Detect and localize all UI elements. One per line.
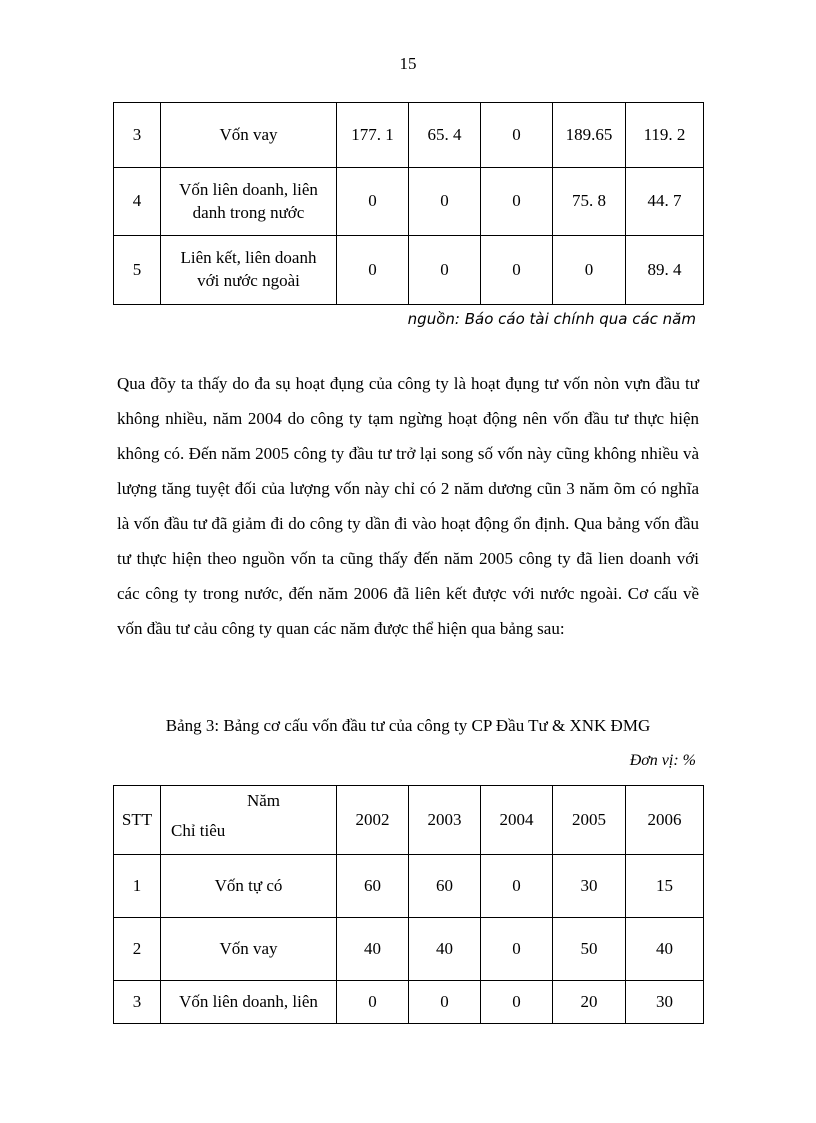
table-row <box>114 981 704 1024</box>
header-year: 2004 <box>481 786 553 855</box>
value-cell: 60 <box>409 855 481 918</box>
value-cell: 65. 4 <box>409 103 481 168</box>
value-cell: 89. 4 <box>626 236 704 305</box>
table-row <box>114 168 704 236</box>
indicator-cell: Vốn tự có <box>161 855 337 918</box>
body-paragraph: Qua đõy ta thấy do đa sụ hoạt đụng của công ty là hoạt đụng tư vốn nòn vựn đầu tư không nhiều, năm 2004 do công ty tạm ngừng hoạt động nên vốn đầu tư thực hiện không có. Đến năm 2005 công ty đầu tư trở lại song số vốn này cũng không nhiều và lượng tăng tuyệt đối của lượng vốn này chỉ có 2 năm dương cũn 3 năm õm có nghĩa là vốn đầu tư đã giảm đi do công ty dần đi vào hoạt động ổn định. Qua bảng vốn đầu tư thực hiện theo nguồn vốn ta cũng thấy đến năm 2005 công ty đã lien doanh với các công ty trong nước, đến năm 2006 đã liên kết được với nước ngoài. Cơ cấu về vốn đầu tư cảu công ty quan các năm được thể hiện qua bảng sau: <box>117 374 699 638</box>
stt-cell: 3 <box>114 981 161 1024</box>
table-row <box>114 236 704 305</box>
value-cell: 0 <box>337 168 409 236</box>
value-cell: 0 <box>481 168 553 236</box>
value-cell: 40 <box>409 918 481 981</box>
value-cell: 0 <box>337 236 409 305</box>
table-row <box>114 855 704 918</box>
investment-source-table-continued <box>113 102 704 305</box>
value-cell: 0 <box>481 981 553 1024</box>
stt-cell: 4 <box>114 168 161 236</box>
value-cell: 15 <box>626 855 704 918</box>
header-year-label: Năm <box>246 791 281 810</box>
value-cell: 0 <box>481 103 553 168</box>
stt-cell: 3 <box>114 103 161 168</box>
header-year: 2006 <box>626 786 704 855</box>
indicator-cell: Liên kết, liên doanh với nước ngoài <box>161 236 337 305</box>
value-cell: 0 <box>337 981 409 1024</box>
header-indicator-label: Chỉ tiêu <box>171 821 226 840</box>
unit-note: Đơn vị: % <box>629 752 696 769</box>
indicator-cell: Vốn liên doanh, liên <box>161 981 337 1024</box>
value-cell: 30 <box>626 981 704 1024</box>
header-year: 2005 <box>553 786 626 855</box>
indicator-cell: Vốn vay <box>161 103 337 168</box>
value-cell: 0 <box>553 236 626 305</box>
value-cell: 50 <box>553 918 626 981</box>
table-caption: Bảng 3: Bảng cơ cấu vốn đầu tư của công ty CP Đầu Tư & XNK ĐMG <box>165 716 651 735</box>
value-cell: 0 <box>481 236 553 305</box>
value-cell: 40 <box>337 918 409 981</box>
table-header-row <box>114 786 704 855</box>
indicator-cell: Vốn vay <box>161 918 337 981</box>
value-cell: 189.65 <box>553 103 626 168</box>
value-cell: 0 <box>409 236 481 305</box>
value-cell: 0 <box>409 981 481 1024</box>
header-stt: STT <box>114 786 161 855</box>
value-cell: 75. 8 <box>553 168 626 236</box>
stt-cell: 2 <box>114 918 161 981</box>
stt-cell: 5 <box>114 236 161 305</box>
value-cell: 0 <box>409 168 481 236</box>
table-row <box>114 103 704 168</box>
value-cell: 20 <box>553 981 626 1024</box>
value-cell: 0 <box>481 855 553 918</box>
table-row <box>114 918 704 981</box>
value-cell: 119. 2 <box>626 103 704 168</box>
value-cell: 60 <box>337 855 409 918</box>
indicator-cell: Vốn liên doanh, liên danh trong nước <box>161 168 337 236</box>
stt-cell: 1 <box>114 855 161 918</box>
header-diagonal-cell <box>161 786 337 855</box>
value-cell: 30 <box>553 855 626 918</box>
value-cell: 0 <box>481 918 553 981</box>
source-note: nguồn: Báo cáo tài chính qua các năm <box>407 310 696 328</box>
value-cell: 177. 1 <box>337 103 409 168</box>
page-number: 15 <box>399 54 417 73</box>
header-year: 2002 <box>337 786 409 855</box>
investment-structure-table <box>113 785 704 1024</box>
value-cell: 40 <box>626 918 704 981</box>
header-year: 2003 <box>409 786 481 855</box>
value-cell: 44. 7 <box>626 168 704 236</box>
